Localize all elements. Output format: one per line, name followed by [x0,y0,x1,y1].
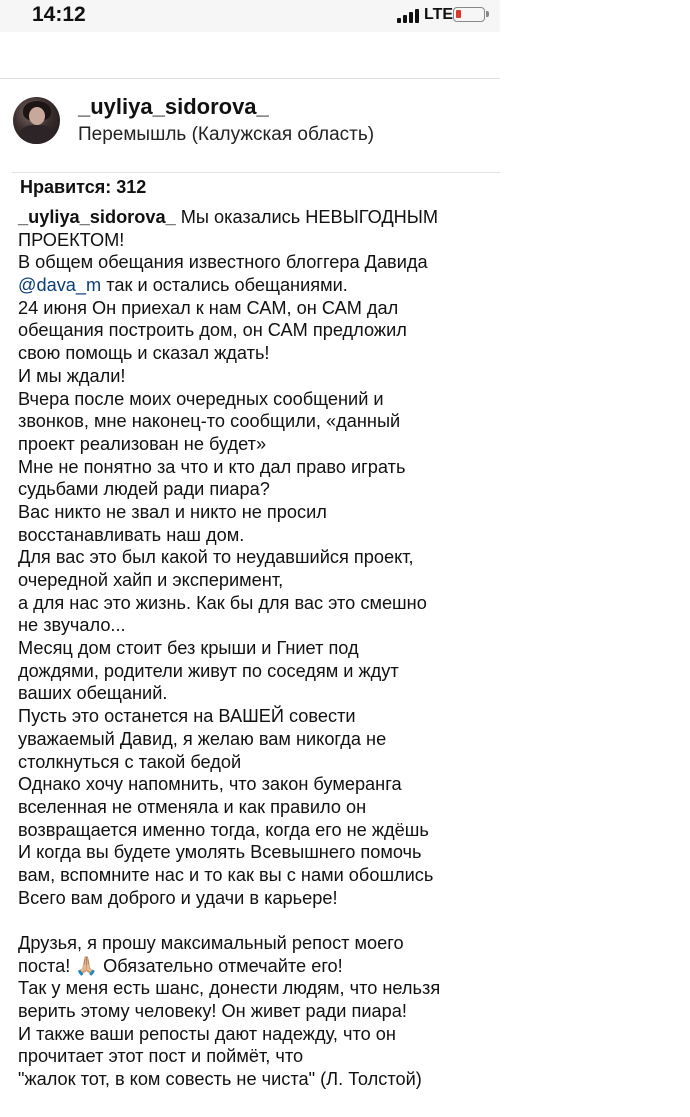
header-divider [0,78,500,79]
caption-line: свою помощь и сказал ждать! [18,343,270,364]
caption-line: звонков, мне наконец-то сообщили, «данный [18,411,401,432]
caption-line [18,206,488,229]
caption-line: вам, вспомните нас и то как вы с нами обошлись [18,864,434,885]
status-bar [0,0,500,32]
caption-line: 24 июня Он приехал к нам САМ, он САМ дал [18,297,399,318]
caption-blank-line [18,909,488,932]
caption-line: Для вас это был какой то неудавшийся проект, [18,547,414,568]
caption-line: Всего вам доброго и удачи в карьере! [18,887,338,908]
caption-line: обещания построить дом, он САМ предложил [18,320,407,341]
caption-line: дождями, родители живут по соседям и ждут [18,660,399,681]
post-username[interactable]: _uyliya_sidorova_ [78,94,269,119]
caption-line: Пусть это останется на ВАШЕЙ совести [18,706,356,727]
caption-line: В общем обещания известного блоггера Давида [18,252,428,273]
caption-line: прочитает этот пост и поймёт, что [18,1046,304,1067]
caption-line: Мне не понятно за что и кто дал право играть [18,456,406,477]
caption-line: Месяц дом стоит без крыши и Гниет под [18,638,359,659]
caption-text: Мы оказались НЕВЫГОДНЫМ [175,207,439,227]
post-location[interactable]: Перемышль (Калужская область) [78,124,375,145]
caption-line: ваших обещаний. [18,683,168,704]
post-caption [18,206,488,1091]
avatar[interactable] [13,97,60,144]
mention-link[interactable]: @dava_m [18,275,102,296]
caption-line: Вас никто не звал и никто не просил [18,501,327,522]
status-time: 14:12 [32,3,86,26]
caption-line: очередной хайп и эксперимент, [18,570,284,590]
caption-line: а для нас это жизнь. Как бы для вас это смешно [18,592,427,613]
caption-line: судьбами людей ради пиара? [18,479,270,500]
caption-line: ПРОЕКТОМ! [18,229,125,250]
caption-line: "жалок тот, в ком совесть не чиста" (Л. Толстой) [18,1069,422,1090]
caption-text: так и остались обещаниями. [101,275,348,296]
caption-line [18,274,488,297]
caption-line: восстанавливать наш дом. [18,524,245,545]
caption-line: столкнуться с такой бедой [18,751,242,772]
caption-username[interactable]: _uyliya_sidorova_ [18,207,176,227]
caption-line: И когда вы будете умолять Всевышнего помочь [18,842,422,863]
network-type: LTE [424,6,454,23]
likes-divider [12,172,500,173]
caption-line: вселенная не отменяла и как правило он [18,796,367,817]
caption-line: И мы ждали! [18,365,126,386]
caption-line: проект реализован не будет» [18,433,267,454]
signal-strength-icon [397,9,419,23]
battery-icon [453,7,485,22]
caption-line: Вчера после моих очередных сообщений и [18,388,384,409]
caption-line: Так у меня есть шанс, донести людям, что нельзя [18,978,441,999]
caption-line: поста! 🙏🏼 Обязательно отмечайте его! [18,955,343,976]
caption-line: не звучало... [18,615,126,636]
caption-line: уважаемый Давид, я желаю вам никогда не [18,728,387,749]
caption-line: Друзья, я прошу максимальный репост моего [18,933,404,953]
caption-line: верить этому человеку! Он живет ради пиара! [18,1001,407,1022]
caption-line: И также ваши репосты дают надежду, что он [18,1023,396,1044]
caption-line: возвращается именно тогда, когда его не ждёшь [18,819,429,840]
caption-line: Однако хочу напомнить, что закон бумеранга [18,774,402,795]
likes-count[interactable]: Нравится: 312 [20,177,147,197]
